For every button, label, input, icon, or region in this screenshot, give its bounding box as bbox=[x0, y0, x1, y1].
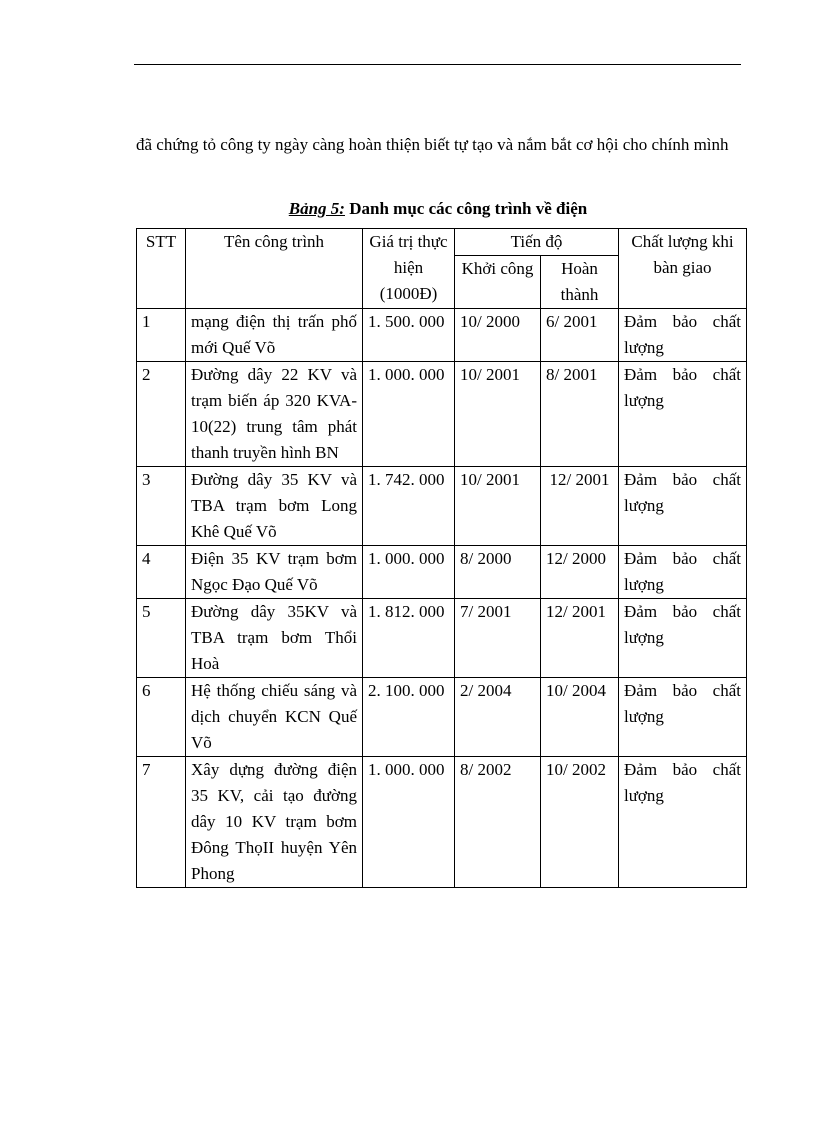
body-paragraph: đã chứng tỏ công ty ngày càng hoàn thiện biết tự tạo và nắm bắt cơ hội cho chính mình bbox=[136, 135, 729, 154]
caption-title: Danh mục các công trình về điện bbox=[344, 199, 588, 218]
cell-stt: 6 bbox=[137, 678, 186, 757]
cell-finish: 10/ 2002 bbox=[541, 757, 619, 888]
header-finish: Hoàn thành bbox=[541, 256, 619, 309]
table-row bbox=[137, 599, 747, 678]
table-caption bbox=[136, 197, 740, 221]
cell-start: 7/ 2001 bbox=[455, 599, 541, 678]
cell-name: mạng điện thị trấn phố mới Quế Võ bbox=[186, 309, 363, 362]
cell-quality: Đảm bảo chất lượng bbox=[619, 309, 747, 362]
cell-value: 1. 000. 000 bbox=[363, 757, 455, 888]
cell-value: 2. 100. 000 bbox=[363, 678, 455, 757]
cell-start: 8/ 2000 bbox=[455, 546, 541, 599]
cell-stt: 4 bbox=[137, 546, 186, 599]
cell-stt: 5 bbox=[137, 599, 186, 678]
table-row bbox=[137, 546, 747, 599]
cell-quality: Đảm bảo chất lượng bbox=[619, 467, 747, 546]
cell-finish: 8/ 2001 bbox=[541, 362, 619, 467]
header-start: Khởi công bbox=[455, 256, 541, 309]
header-value: Giá trị thực hiện (1000Đ) bbox=[363, 229, 455, 309]
header-rule bbox=[134, 64, 741, 65]
cell-value: 1. 000. 000 bbox=[363, 362, 455, 467]
cell-name: Điện 35 KV trạm bơm Ngọc Đạo Quế Võ bbox=[186, 546, 363, 599]
cell-start: 8/ 2002 bbox=[455, 757, 541, 888]
cell-stt: 1 bbox=[137, 309, 186, 362]
cell-quality: Đảm bảo chất lượng bbox=[619, 546, 747, 599]
cell-finish: 12/ 2001 bbox=[541, 599, 619, 678]
table-row bbox=[137, 678, 747, 757]
cell-value: 1. 812. 000 bbox=[363, 599, 455, 678]
cell-name: Xây dựng đường điện 35 KV, cải tạo đường dây 10 KV trạm bơm Đông ThọII huyện Yên Phong bbox=[186, 757, 363, 888]
cell-finish: 12/ 2000 bbox=[541, 546, 619, 599]
cell-finish: 12/ 2001 bbox=[541, 467, 619, 546]
cell-quality: Đảm bảo chất lượng bbox=[619, 362, 747, 467]
cell-name: Đường dây 35KV và TBA trạm bơm Thổi Hoà bbox=[186, 599, 363, 678]
cell-value: 1. 000. 000 bbox=[363, 546, 455, 599]
cell-stt: 7 bbox=[137, 757, 186, 888]
cell-finish: 10/ 2004 bbox=[541, 678, 619, 757]
cell-stt: 3 bbox=[137, 467, 186, 546]
cell-quality: Đảm bảo chất lượng bbox=[619, 678, 747, 757]
cell-start: 2/ 2004 bbox=[455, 678, 541, 757]
cell-stt: 2 bbox=[137, 362, 186, 467]
cell-name: Đường dây 22 KV và trạm biến áp 320 KVA-10(22) trung tâm phát thanh truyền hình BN bbox=[186, 362, 363, 467]
table-row bbox=[137, 757, 747, 888]
header-quality: Chất lượng khi bàn giao bbox=[619, 229, 747, 309]
cell-name: Hệ thống chiếu sáng và dịch chuyển KCN Quế Võ bbox=[186, 678, 363, 757]
table-row bbox=[137, 309, 747, 362]
cell-start: 10/ 2001 bbox=[455, 467, 541, 546]
table-row bbox=[137, 362, 747, 467]
header-progress: Tiến độ bbox=[455, 229, 619, 256]
cell-value: 1. 500. 000 bbox=[363, 309, 455, 362]
cell-quality: Đảm bảo chất lượng bbox=[619, 599, 747, 678]
header-stt: STT bbox=[137, 229, 186, 309]
cell-value: 1. 742. 000 bbox=[363, 467, 455, 546]
header-name: Tên công trình bbox=[186, 229, 363, 309]
caption-label: Bảng 5: bbox=[288, 199, 345, 218]
table-row bbox=[137, 467, 747, 546]
cell-name: Đường dây 35 KV và TBA trạm bơm Long Khê Quế Võ bbox=[186, 467, 363, 546]
cell-finish: 6/ 2001 bbox=[541, 309, 619, 362]
cell-quality: Đảm bảo chất lượng bbox=[619, 757, 747, 888]
cell-start: 10/ 2001 bbox=[455, 362, 541, 467]
cell-start: 10/ 2000 bbox=[455, 309, 541, 362]
projects-table bbox=[136, 228, 747, 888]
